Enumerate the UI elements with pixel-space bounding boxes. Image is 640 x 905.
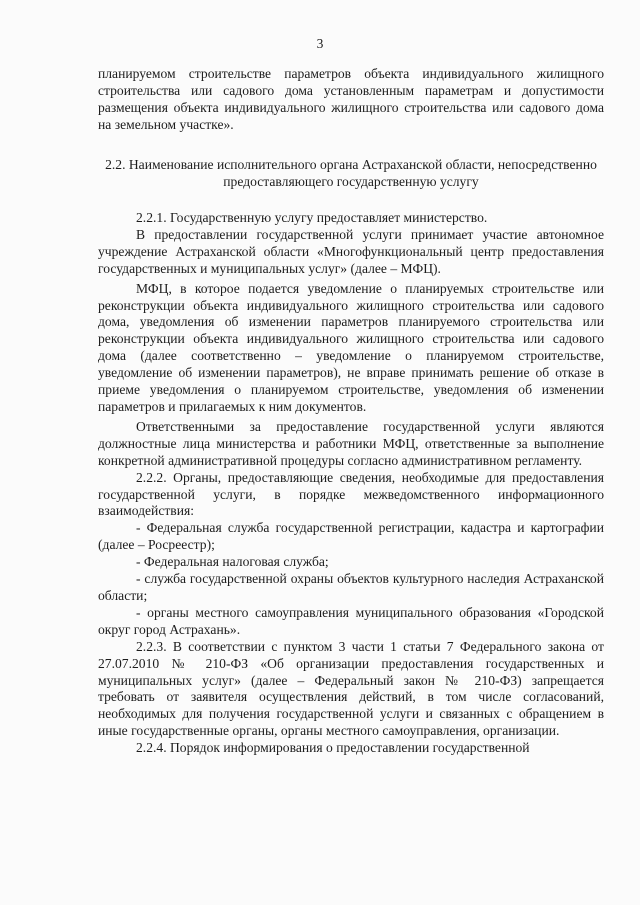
paragraph-mfc-participation: В предоставлении государственной услуги принимает участие автономное учреждение Астраханской области «Многофункциональный центр предоставления государственных и муниципальных услуг» (далее – МФЦ). xyxy=(98,226,604,276)
paragraph-2-2-4: 2.2.4. Порядок информирования о предоставлении государственной xyxy=(136,740,530,756)
paragraph-2-2-2: 2.2.2. Органы, предоставляющие сведения, необходимые для предоставления государственной услуги, в порядке межведомственного информационного взаимодействия: xyxy=(98,469,604,519)
paragraph-mfc-restriction: МФЦ, в которое подается уведомление о планируемых строительстве или реконструкции объекта индивидуального жилищного строительства или садового дома, уведомления об изменении параметров планируемого строительства или реконструкции объекта индивидуального жилищного строительства или садового дома (далее соответственно – уведомление о планируемом строительстве, уведомление об изменении параметров), не вправе принимать решение об отказе в приеме уведомления о планируемом строительстве, уведомления об изменении параметров и прилагаемых к ним документов. xyxy=(98,280,604,414)
document-body xyxy=(98,66,604,757)
paragraph-2-2-1: 2.2.1. Государственную услугу предоставляет министерство. xyxy=(136,210,488,226)
paragraph-responsible-persons: Ответственными за предоставление государственной услуги являются должностные лица министерства и работники МФЦ, ответственные за выполнение конкретной административной процедуры согласно административном регламенту. xyxy=(98,418,604,468)
list-item-heritage-service: - служба государственной охраны объектов культурного наследия Астраханской области; xyxy=(98,571,604,603)
list-item-tax-service: - Федеральная налоговая служба; xyxy=(136,554,329,570)
page-number: 3 xyxy=(316,36,324,51)
section-heading: 2.2. Наименование исполнительного органа Астраханской области, непосредственно предоставляющего государственную услугу xyxy=(105,156,597,189)
paragraph-continuation: планируемом строительстве параметров объекта индивидуального жилищного строительства или садового дома установленным параметрам и допустимости размещения объекта индивидуального жилищного строительства или садового дома на земельном участке». xyxy=(98,66,604,132)
list-item-rosreestr: - Федеральная служба государственной регистрации, кадастра и картографии (далее – Росреестр); xyxy=(98,520,604,553)
list-item-local-government: - органы местного самоуправления муниципального образования «Городской округ город Астрахань». xyxy=(98,604,604,637)
paragraph-2-2-3: 2.2.3. В соответствии с пунктом 3 части 1 статьи 7 Федерального закона от 27.07.2010 № 210-ФЗ «Об организации предоставления государственных и муниципальных услуг» (далее – Федеральный закон № 210-ФЗ) запрещается требовать от заявителя осуществления действий, в том числе согласований, необходимых для получения государственной услуги и связанных с обращением в иные государственные органы, органы местного самоуправления, организации. xyxy=(98,638,604,739)
